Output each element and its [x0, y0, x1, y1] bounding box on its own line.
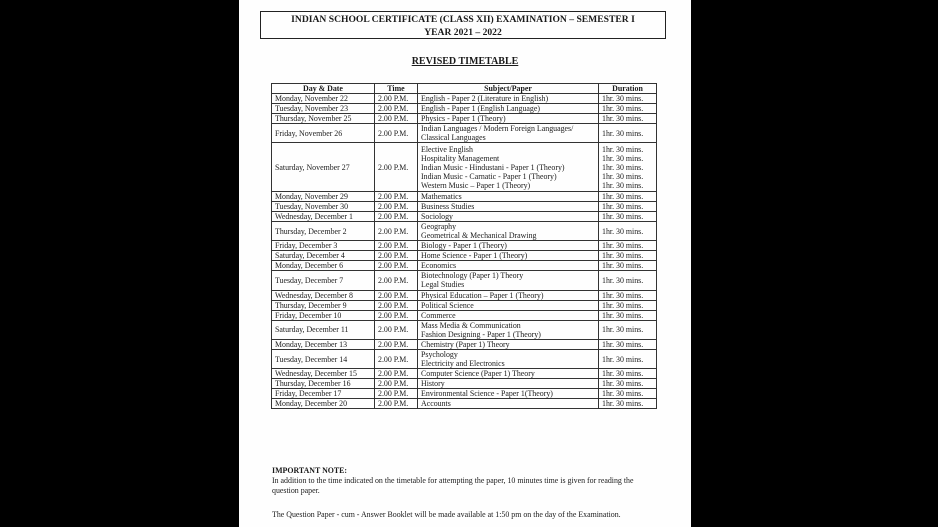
row-time: 2.00 P.M. [375, 211, 418, 221]
duration-line: 1hr. 30 mins. [602, 369, 644, 379]
row-date: Friday, December 3 [272, 241, 375, 251]
duration-line: 1hr. 30 mins. [602, 275, 644, 285]
row-time: 2.00 P.M. [375, 251, 418, 261]
subject-line: Economics [421, 261, 457, 271]
row-time: 2.00 P.M. [375, 399, 418, 409]
row-duration [599, 143, 657, 192]
row-duration [599, 94, 657, 104]
timetable-table [271, 83, 657, 409]
subject-line: Biotechnology (Paper 1) Theory [421, 271, 524, 281]
duration-line: 1hr. 30 mins. [602, 340, 644, 350]
row-subject [418, 320, 599, 339]
subject-line: Commerce [421, 310, 456, 320]
table-row [272, 201, 657, 211]
row-duration [599, 379, 657, 389]
duration-line: 1hr. 30 mins. [602, 201, 644, 211]
duration-line: 1hr. 30 mins. [602, 379, 644, 389]
row-subject [418, 104, 599, 114]
row-duration [599, 300, 657, 310]
subject-line: History [421, 379, 445, 389]
row-date: Wednesday, December 8 [272, 290, 375, 300]
row-time: 2.00 P.M. [375, 350, 418, 369]
subject-line: Psychology [421, 350, 458, 360]
table-row [272, 379, 657, 389]
table-row [272, 221, 657, 240]
subject-line: Western Music – Paper 1 (Theory) [421, 180, 531, 190]
row-duration [599, 350, 657, 369]
duration-line: 1hr. 30 mins. [602, 128, 644, 138]
row-time: 2.00 P.M. [375, 104, 418, 114]
table-row [272, 124, 657, 143]
exam-title: INDIAN SCHOOL CERTIFICATE (CLASS XII) EXAMINATION – SEMESTER I [291, 14, 635, 25]
row-subject [418, 300, 599, 310]
row-date: Thursday, December 2 [272, 221, 375, 240]
row-subject [418, 221, 599, 240]
row-duration [599, 310, 657, 320]
subject-line: Hospitality Management [421, 153, 500, 163]
subject-line: Indian Languages / Modern Foreign Languages/ [421, 124, 574, 134]
duration-line: 1hr. 30 mins. [602, 389, 644, 399]
row-time: 2.00 P.M. [375, 379, 418, 389]
note-reading-time: In addition to the time indicated on the timetable for attempting the paper, 10 minutes time is given for reading the question paper. [272, 476, 634, 495]
duration-line: 1hr. 30 mins. [602, 325, 644, 335]
duration-line: 1hr. 30 mins. [602, 261, 644, 271]
timetable-body [272, 94, 657, 409]
table-row [272, 300, 657, 310]
row-date: Monday, November 22 [272, 94, 375, 104]
duration-line: 1hr. 30 mins. [602, 104, 644, 113]
row-time: 2.00 P.M. [375, 143, 418, 192]
subject-line: Home Science - Paper 1 (Theory) [421, 251, 528, 261]
table-row [272, 104, 657, 114]
row-date: Saturday, December 11 [272, 320, 375, 339]
row-time: 2.00 P.M. [375, 300, 418, 310]
table-row [272, 191, 657, 201]
table-row [272, 320, 657, 339]
table-row [272, 211, 657, 221]
row-subject [418, 350, 599, 369]
row-duration [599, 320, 657, 339]
row-duration [599, 191, 657, 201]
subject-line: English - Paper 2 (Literature in English) [421, 94, 549, 103]
table-row [272, 290, 657, 300]
subject-line: Biology - Paper 1 (Theory) [421, 241, 507, 251]
row-subject [418, 211, 599, 221]
subject-line: Mathematics [421, 191, 462, 201]
row-time: 2.00 P.M. [375, 201, 418, 211]
exam-year: YEAR 2021 – 2022 [424, 27, 502, 38]
row-subject [418, 114, 599, 124]
row-subject [418, 271, 599, 290]
subject-line: Sociology [421, 211, 454, 221]
subject-line: English - Paper 1 (English Language) [421, 104, 540, 113]
column-header-time: Time [375, 84, 418, 94]
row-subject [418, 399, 599, 409]
row-date: Saturday, November 27 [272, 143, 375, 192]
column-header-duration: Duration [599, 84, 657, 94]
subject-line: Indian Music - Carnatic - Paper 1 (Theory) [421, 171, 557, 181]
duration-line: 1hr. 30 mins. [602, 191, 644, 201]
row-time: 2.00 P.M. [375, 389, 418, 399]
row-date: Tuesday, December 7 [272, 271, 375, 290]
table-row [272, 94, 657, 104]
table-row [272, 261, 657, 271]
row-time: 2.00 P.M. [375, 290, 418, 300]
row-subject [418, 369, 599, 379]
subject-line: Accounts [421, 399, 451, 409]
row-time: 2.00 P.M. [375, 241, 418, 251]
row-subject [418, 389, 599, 399]
subject-line: Business Studies [421, 201, 475, 211]
row-date: Thursday, December 9 [272, 300, 375, 310]
table-row [272, 399, 657, 409]
subject-line: Fashion Designing - Paper 1 (Theory) [421, 329, 541, 339]
table-header-row [272, 84, 657, 94]
subject-line: Geometrical & Mechanical Drawing [421, 231, 537, 241]
row-duration [599, 241, 657, 251]
note-heading: IMPORTANT NOTE: [272, 466, 348, 475]
duration-line: 1hr. 30 mins. [602, 171, 644, 181]
row-duration [599, 290, 657, 300]
duration-line: 1hr. 30 mins. [602, 211, 644, 221]
duration-line: 1hr. 30 mins. [602, 144, 644, 154]
subject-line: Legal Studies [421, 280, 465, 290]
row-duration [599, 104, 657, 114]
row-time: 2.00 P.M. [375, 124, 418, 143]
table-row [272, 241, 657, 251]
duration-line: 1hr. 30 mins. [602, 290, 644, 300]
row-date: Friday, November 26 [272, 124, 375, 143]
duration-line: 1hr. 30 mins. [602, 241, 644, 251]
row-time: 2.00 P.M. [375, 221, 418, 240]
row-time: 2.00 P.M. [375, 94, 418, 104]
row-time: 2.00 P.M. [375, 191, 418, 201]
table-row [272, 271, 657, 290]
row-time: 2.00 P.M. [375, 310, 418, 320]
subject-line: Environmental Science - Paper 1(Theory) [421, 389, 553, 399]
row-time: 2.00 P.M. [375, 271, 418, 290]
subject-line: Computer Science (Paper 1) Theory [421, 369, 535, 379]
row-date: Friday, December 10 [272, 310, 375, 320]
row-date: Saturday, December 4 [272, 251, 375, 261]
exam-title-box [260, 11, 666, 39]
row-duration [599, 211, 657, 221]
row-subject [418, 143, 599, 192]
duration-line: 1hr. 30 mins. [602, 94, 644, 103]
subject-line: Indian Music - Hindustani - Paper 1 (Theory) [421, 162, 565, 172]
row-duration [599, 251, 657, 261]
row-date: Thursday, November 25 [272, 114, 375, 124]
subject-line: Classical Languages [421, 133, 486, 143]
row-date: Monday, December 20 [272, 399, 375, 409]
row-time: 2.00 P.M. [375, 369, 418, 379]
row-date: Wednesday, December 1 [272, 211, 375, 221]
note-booklet-time: The Question Paper - cum - Answer Booklet will be made available at 1:50 pm on the day of the Examination. [272, 510, 621, 519]
row-date: Thursday, December 16 [272, 379, 375, 389]
column-header-date: Day & Date [272, 84, 375, 94]
row-duration [599, 201, 657, 211]
subject-line: Physics - Paper 1 (Theory) [421, 114, 506, 123]
subject-line: Political Science [421, 300, 474, 310]
row-date: Friday, December 17 [272, 389, 375, 399]
row-date: Tuesday, December 14 [272, 350, 375, 369]
row-date: Monday, November 29 [272, 191, 375, 201]
row-time: 2.00 P.M. [375, 261, 418, 271]
table-row [272, 369, 657, 379]
row-duration [599, 124, 657, 143]
row-subject [418, 124, 599, 143]
document-page [239, 0, 691, 527]
table-row [272, 350, 657, 369]
row-subject [418, 94, 599, 104]
duration-line: 1hr. 30 mins. [602, 354, 644, 364]
duration-line: 1hr. 30 mins. [602, 180, 644, 190]
row-duration [599, 369, 657, 379]
row-date: Wednesday, December 15 [272, 369, 375, 379]
row-subject [418, 251, 599, 261]
row-time: 2.00 P.M. [375, 320, 418, 339]
duration-line: 1hr. 30 mins. [602, 310, 644, 320]
duration-line: 1hr. 30 mins. [602, 114, 644, 123]
duration-line: 1hr. 30 mins. [602, 300, 644, 310]
table-row [272, 114, 657, 124]
row-duration [599, 389, 657, 399]
row-date: Monday, December 13 [272, 340, 375, 350]
row-duration [599, 271, 657, 290]
row-subject [418, 201, 599, 211]
table-row [272, 143, 657, 192]
row-duration [599, 340, 657, 350]
subject-line: Geography [421, 222, 457, 232]
subject-line: Chemistry (Paper 1) Theory [421, 340, 510, 350]
row-subject [418, 241, 599, 251]
subject-line: Electricity and Electronics [421, 359, 505, 369]
row-duration [599, 399, 657, 409]
row-date: Tuesday, November 23 [272, 104, 375, 114]
column-header-subject: Subject/Paper [418, 84, 599, 94]
subject-line: Physical Education – Paper 1 (Theory) [421, 290, 544, 300]
duration-line: 1hr. 30 mins. [602, 251, 644, 261]
row-date: Monday, December 6 [272, 261, 375, 271]
table-row [272, 251, 657, 261]
row-time: 2.00 P.M. [375, 114, 418, 124]
duration-line: 1hr. 30 mins. [602, 153, 644, 163]
row-subject [418, 340, 599, 350]
table-row [272, 340, 657, 350]
row-subject [418, 191, 599, 201]
row-subject [418, 379, 599, 389]
row-subject [418, 290, 599, 300]
row-duration [599, 261, 657, 271]
duration-line: 1hr. 30 mins. [602, 226, 644, 236]
duration-line: 1hr. 30 mins. [602, 399, 644, 409]
row-date: Tuesday, November 30 [272, 201, 375, 211]
row-time: 2.00 P.M. [375, 340, 418, 350]
subject-line: Mass Media & Communication [421, 320, 521, 330]
revised-timetable-heading: REVISED TIMETABLE [411, 56, 519, 67]
row-duration [599, 114, 657, 124]
row-duration [599, 221, 657, 240]
important-note [272, 466, 662, 520]
duration-line: 1hr. 30 mins. [602, 162, 644, 172]
table-row [272, 310, 657, 320]
subject-line: Elective English [421, 144, 473, 154]
row-subject [418, 310, 599, 320]
row-subject [418, 261, 599, 271]
table-row [272, 389, 657, 399]
